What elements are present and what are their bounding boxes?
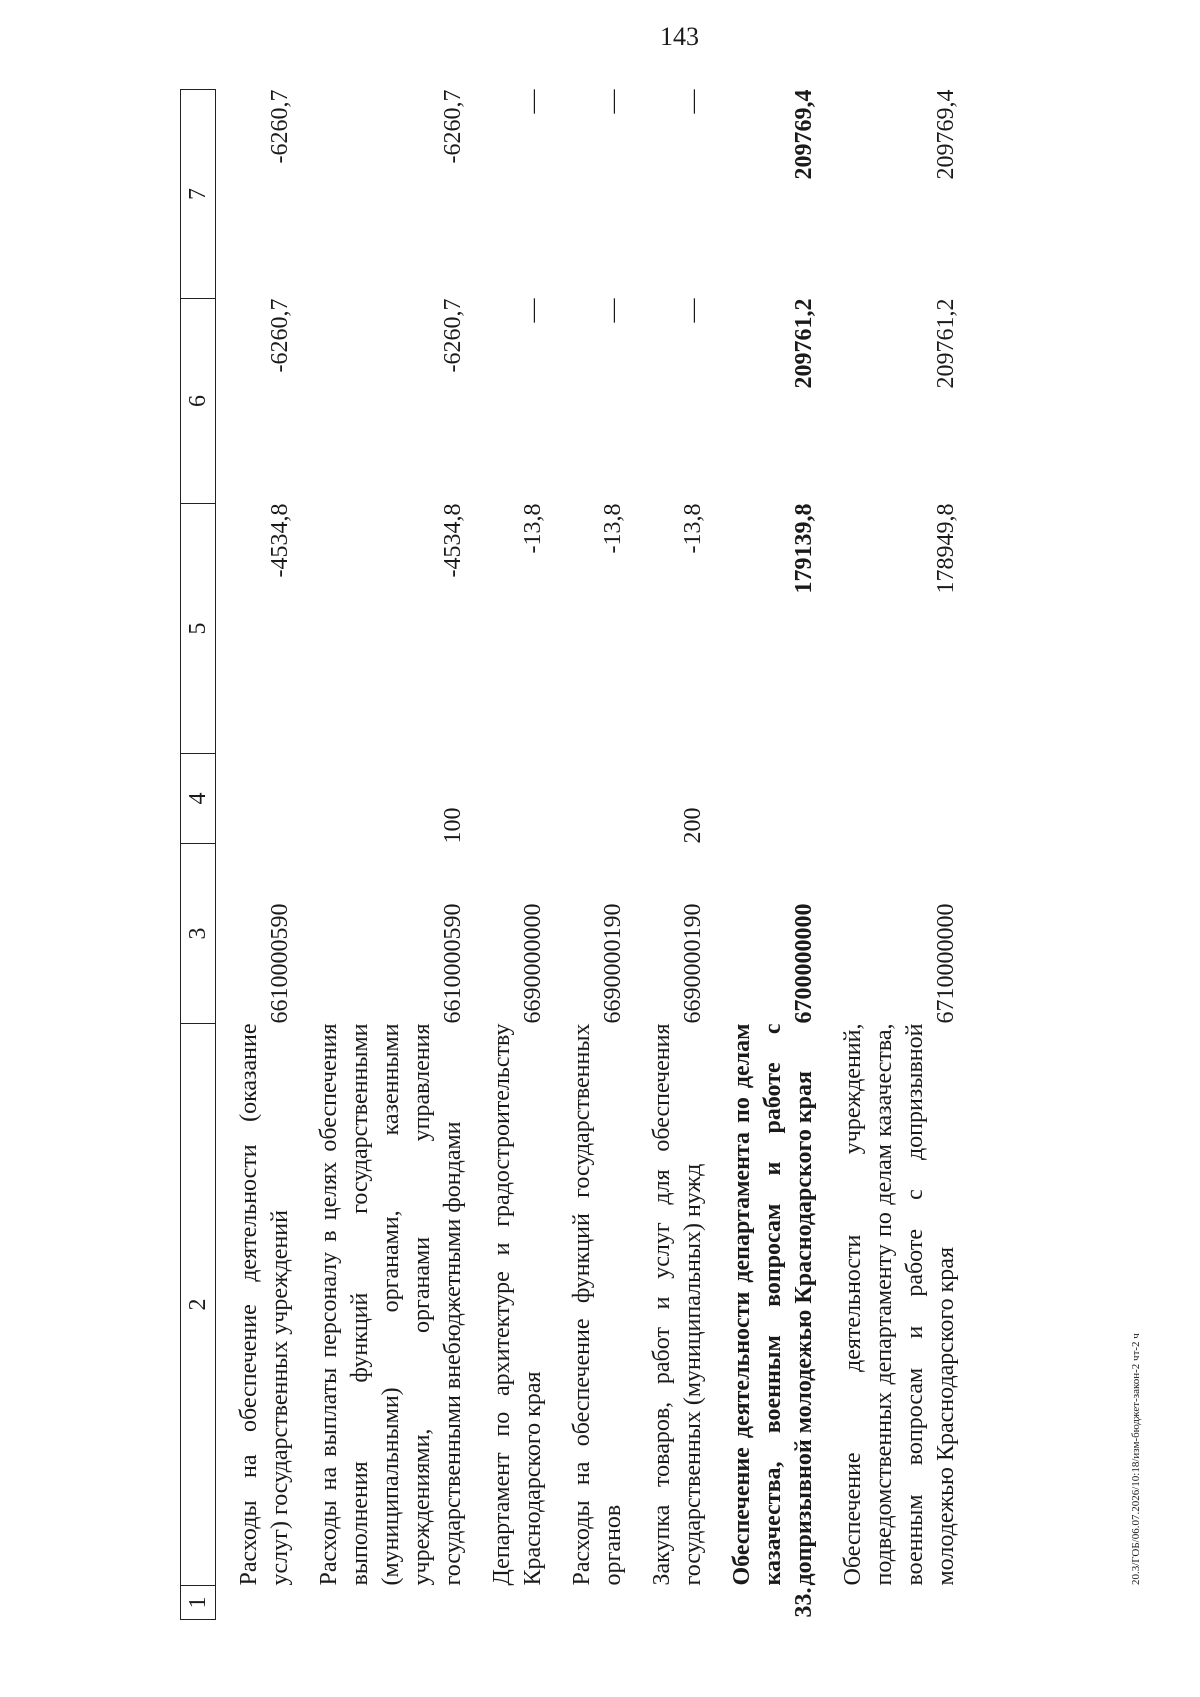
row-value-col6: — xyxy=(600,298,626,323)
row-value-col6: -6260,7 xyxy=(440,298,466,373)
row-value-col7: — xyxy=(520,89,546,114)
row-number xyxy=(469,1586,549,1620)
header-col-6: 6 xyxy=(181,299,216,504)
table-row xyxy=(296,90,469,1620)
row-value-col7: — xyxy=(680,89,706,114)
document-footer-code: 20.3/ГОБ/06.07.2026/10:18/изм-бюджет-закон-2 чт-2 ч xyxy=(1130,1333,1142,1585)
table-row xyxy=(820,90,962,1620)
row-code: 6690000190 xyxy=(600,903,626,1024)
row-number xyxy=(820,1586,962,1620)
row-expense-type: 100 xyxy=(440,807,466,844)
row-value-col5: -13,8 xyxy=(680,503,706,554)
row-value-col5: 178949,8 xyxy=(933,503,959,594)
row-expense-type: 200 xyxy=(680,807,706,844)
table-row xyxy=(629,90,709,1620)
row-expense-type xyxy=(216,754,297,844)
row-name: Закупка товаров, работ и услуг для обеспечения государственных (муниципальных) нужд xyxy=(649,1023,706,1586)
row-expense-type xyxy=(820,754,962,844)
page-number: 143 xyxy=(660,22,699,51)
table-row xyxy=(216,90,297,1620)
row-code: 6690000000 xyxy=(520,903,546,1024)
row-name: Департамент по архитектуре и градостроительству Краснодарского края xyxy=(489,1023,546,1586)
header-col-1: 1 xyxy=(181,1586,216,1620)
row-value-col7: — xyxy=(600,89,626,114)
rotated-table-container xyxy=(180,90,1100,1620)
row-expense-type xyxy=(549,754,629,844)
row-code: 6710000000 xyxy=(933,903,959,1024)
row-value-col5: -4534,8 xyxy=(267,503,293,578)
row-name: Обеспечение деятельности учреждений, подведомственных департаменту по делам казачества, военным вопросам и работе с допризывной молодежью Краснодарского края xyxy=(840,1023,959,1586)
table-header-row xyxy=(181,90,216,1620)
row-value-col6: — xyxy=(680,298,706,323)
header-col-3: 3 xyxy=(181,844,216,1024)
header-col-4: 4 xyxy=(181,754,216,844)
header-col-2: 2 xyxy=(181,1024,216,1586)
row-value-col5: -13,8 xyxy=(600,503,626,554)
table-row xyxy=(469,90,549,1620)
row-value-col6: 209761,2 xyxy=(791,298,817,389)
row-number xyxy=(629,1586,709,1620)
row-code: 6610000590 xyxy=(440,903,466,1024)
row-value-col5: 179139,8 xyxy=(791,503,817,594)
row-value-col7: 209769,4 xyxy=(933,89,959,180)
header-col-7: 7 xyxy=(181,90,216,299)
row-number xyxy=(549,1586,629,1620)
row-value-col6: -6260,7 xyxy=(267,298,293,373)
row-number xyxy=(296,1586,469,1620)
table-row-section xyxy=(709,90,820,1620)
row-name: Обеспечение деятельности департамента по делам казачества, военным вопросам и работе с допризывной молодежью Краснодарского края xyxy=(729,1023,817,1586)
row-number xyxy=(216,1586,297,1620)
row-value-col7: -6260,7 xyxy=(440,89,466,164)
row-value-col5: -13,8 xyxy=(520,503,546,554)
row-expense-type xyxy=(469,754,549,844)
table-row xyxy=(549,90,629,1620)
row-value-col7: -6260,7 xyxy=(267,89,293,164)
row-value-col7: 209769,4 xyxy=(791,89,817,180)
row-value-col6: 209761,2 xyxy=(933,298,959,389)
row-name: Расходы на обеспечение функций государственных органов xyxy=(569,1023,626,1586)
row-code: 6690000190 xyxy=(680,903,706,1024)
row-value-col6: — xyxy=(520,298,546,323)
row-value-col5: -4534,8 xyxy=(440,503,466,578)
row-code: 6700000000 xyxy=(791,903,817,1024)
row-number: 33. xyxy=(791,1587,817,1618)
header-col-5: 5 xyxy=(181,504,216,754)
row-name: Расходы на выплаты персоналу в целях обеспечения выполнения функций государственными (муниципальными) органами, казенными учреждениями, органами управления государственными внебюджетными фондами xyxy=(316,1023,466,1586)
budget-table xyxy=(180,89,962,1620)
row-name: Расходы на обеспечение деятельности (оказание услуг) государственных учреждений xyxy=(236,1023,293,1586)
row-code: 6610000590 xyxy=(267,903,293,1024)
row-expense-type xyxy=(709,754,820,844)
